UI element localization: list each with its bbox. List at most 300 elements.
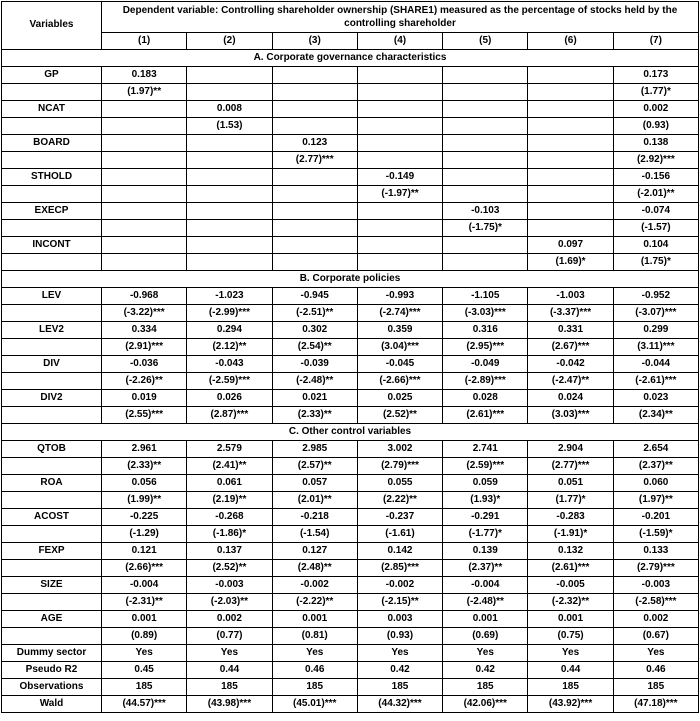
tstat-cell: (2.52)** — [187, 560, 272, 577]
footer-value-cell: 0.45 — [102, 662, 187, 679]
coefficient-cell: 0.299 — [613, 322, 698, 339]
variable-label: STHOLD — [2, 169, 102, 186]
variable-label: BOARD — [2, 135, 102, 152]
variable-label-empty — [2, 560, 102, 577]
tstat-cell: (-2.15)** — [357, 594, 442, 611]
coefficient-cell: -0.952 — [613, 288, 698, 305]
coefficient-cell — [272, 203, 357, 220]
variable-label: LEV2 — [2, 322, 102, 339]
tstat-cell — [102, 152, 187, 169]
coefficient-cell: 0.003 — [357, 611, 442, 628]
tstat-row — [2, 339, 699, 356]
footer-value-cell: 0.44 — [187, 662, 272, 679]
footer-label: Dummy sector — [2, 645, 102, 662]
coefficient-cell: 0.001 — [443, 611, 528, 628]
model-column-header: (7) — [613, 33, 698, 50]
tstat-cell: (-2.61)*** — [613, 373, 698, 390]
coefficient-cell — [187, 203, 272, 220]
tstat-cell: (2.01)** — [272, 492, 357, 509]
model-column-header: (3) — [272, 33, 357, 50]
coefficient-cell: -1.105 — [443, 288, 528, 305]
footer-value-cell: 0.42 — [357, 662, 442, 679]
coefficient-row — [2, 288, 699, 305]
variable-label-empty — [2, 373, 102, 390]
tstat-cell: (3.04)*** — [357, 339, 442, 356]
footer-value-cell: 0.42 — [443, 662, 528, 679]
tstat-cell: (-2.22)** — [272, 594, 357, 611]
tstat-cell: (-2.48)** — [272, 373, 357, 390]
coefficient-cell — [528, 67, 613, 84]
variable-label: GP — [2, 67, 102, 84]
tstat-cell — [187, 84, 272, 101]
section-header-row — [2, 50, 699, 67]
coefficient-cell: 2.654 — [613, 441, 698, 458]
footer-value-cell: 0.46 — [613, 662, 698, 679]
tstat-cell: (2.87)*** — [187, 407, 272, 424]
coefficient-cell: 0.051 — [528, 475, 613, 492]
coefficient-cell: -0.993 — [357, 288, 442, 305]
coefficient-cell: 0.023 — [613, 390, 698, 407]
coefficient-cell: 0.123 — [272, 135, 357, 152]
tstat-cell: (2.33)** — [272, 407, 357, 424]
table-body — [2, 50, 699, 713]
model-column-header: (2) — [187, 33, 272, 50]
tstat-cell: (-1.59)* — [613, 526, 698, 543]
coefficient-cell: 0.021 — [272, 390, 357, 407]
tstat-cell — [528, 118, 613, 135]
coefficient-row — [2, 390, 699, 407]
footer-label: Pseudo R2 — [2, 662, 102, 679]
tstat-cell: (0.93) — [613, 118, 698, 135]
coefficient-cell: -0.002 — [272, 577, 357, 594]
variable-label-empty — [2, 628, 102, 645]
coefficient-row — [2, 101, 699, 118]
coefficient-cell — [187, 67, 272, 84]
coefficient-cell: -0.283 — [528, 509, 613, 526]
coefficient-cell: -0.218 — [272, 509, 357, 526]
tstat-cell: (-2.01)** — [613, 186, 698, 203]
footer-value-cell: Yes — [613, 645, 698, 662]
footer-value-cell: 185 — [187, 679, 272, 696]
footer-value-cell: (47.18)*** — [613, 696, 698, 713]
coefficient-cell: -0.042 — [528, 356, 613, 373]
coefficient-cell: 0.061 — [187, 475, 272, 492]
tstat-cell: (0.75) — [528, 628, 613, 645]
tstat-cell: (-2.89)*** — [443, 373, 528, 390]
footer-value-cell: Yes — [357, 645, 442, 662]
tstat-cell — [357, 220, 442, 237]
coefficient-row — [2, 169, 699, 186]
tstat-cell: (0.67) — [613, 628, 698, 645]
tstat-cell: (-3.07)*** — [613, 305, 698, 322]
coefficient-cell: 0.024 — [528, 390, 613, 407]
tstat-cell: (2.67)*** — [528, 339, 613, 356]
tstat-cell — [357, 118, 442, 135]
tstat-cell: (2.54)** — [272, 339, 357, 356]
coefficient-cell — [187, 237, 272, 254]
tstat-cell: (2.59)*** — [443, 458, 528, 475]
tstat-cell: (1.77)* — [613, 84, 698, 101]
coefficient-cell: -0.049 — [443, 356, 528, 373]
model-column-header: (6) — [528, 33, 613, 50]
tstat-cell: (2.79)*** — [613, 560, 698, 577]
tstat-cell — [528, 220, 613, 237]
tstat-cell: (1.97)** — [102, 84, 187, 101]
section-title: A. Corporate governance characteristics — [2, 50, 699, 67]
coefficient-cell: 0.008 — [187, 101, 272, 118]
coefficient-cell — [102, 135, 187, 152]
dependent-variable-note: Dependent variable: Controlling shareholder ownership (SHARE1) measured as the percentage of stocks held by the controlling shareholder — [102, 2, 699, 33]
tstat-cell: (2.37)** — [613, 458, 698, 475]
coefficient-cell: -0.149 — [357, 169, 442, 186]
footer-label: Observations — [2, 679, 102, 696]
footer-value-cell: 185 — [528, 679, 613, 696]
footer-value-cell: (44.57)*** — [102, 696, 187, 713]
footer-row — [2, 679, 699, 696]
tstat-cell — [272, 186, 357, 203]
tstat-row — [2, 594, 699, 611]
tstat-cell — [187, 152, 272, 169]
coefficient-cell: -0.044 — [613, 356, 698, 373]
tstat-cell: (1.99)** — [102, 492, 187, 509]
tstat-cell: (2.41)** — [187, 458, 272, 475]
tstat-cell: (2.85)*** — [357, 560, 442, 577]
tstat-cell: (2.33)** — [102, 458, 187, 475]
tstat-cell: (-1.91)* — [528, 526, 613, 543]
coefficient-cell: 0.359 — [357, 322, 442, 339]
model-column-header: (5) — [443, 33, 528, 50]
coefficient-cell: -0.074 — [613, 203, 698, 220]
coefficient-cell — [272, 169, 357, 186]
tstat-row — [2, 220, 699, 237]
coefficient-cell: -0.291 — [443, 509, 528, 526]
coefficient-cell — [102, 237, 187, 254]
coefficient-cell — [102, 203, 187, 220]
coefficient-cell — [102, 169, 187, 186]
coefficient-row — [2, 441, 699, 458]
tstat-row — [2, 373, 699, 390]
coefficient-cell: -1.023 — [187, 288, 272, 305]
tstat-cell: (2.77)*** — [272, 152, 357, 169]
tstat-cell — [443, 84, 528, 101]
coefficient-cell: 0.138 — [613, 135, 698, 152]
footer-value-cell: Yes — [443, 645, 528, 662]
tstat-cell: (3.03)*** — [528, 407, 613, 424]
tstat-cell: (0.69) — [443, 628, 528, 645]
coefficient-cell: -0.103 — [443, 203, 528, 220]
footer-value-cell: Yes — [187, 645, 272, 662]
coefficient-cell: 0.121 — [102, 543, 187, 560]
variable-label: AGE — [2, 611, 102, 628]
tstat-cell: (1.53) — [187, 118, 272, 135]
footer-value-cell: (44.32)*** — [357, 696, 442, 713]
variable-label: NCAT — [2, 101, 102, 118]
tstat-cell — [272, 118, 357, 135]
tstat-cell — [272, 220, 357, 237]
tstat-cell — [102, 186, 187, 203]
variable-label-empty — [2, 84, 102, 101]
tstat-row — [2, 305, 699, 322]
footer-row — [2, 662, 699, 679]
tstat-cell — [357, 254, 442, 271]
tstat-cell: (0.81) — [272, 628, 357, 645]
footer-value-cell: Yes — [272, 645, 357, 662]
coefficient-cell: -0.004 — [443, 577, 528, 594]
coefficient-cell: -0.237 — [357, 509, 442, 526]
coefficient-cell: -0.004 — [102, 577, 187, 594]
coefficient-cell — [357, 135, 442, 152]
footer-value-cell: Yes — [528, 645, 613, 662]
tstat-row — [2, 492, 699, 509]
tstat-cell: (3.11)*** — [613, 339, 698, 356]
tstat-cell: (1.75)* — [613, 254, 698, 271]
coefficient-cell: 0.316 — [443, 322, 528, 339]
coefficient-cell — [272, 67, 357, 84]
coefficient-cell — [528, 135, 613, 152]
coefficient-cell: -0.003 — [187, 577, 272, 594]
tstat-row — [2, 186, 699, 203]
coefficient-cell: 0.025 — [357, 390, 442, 407]
coefficient-cell: 0.002 — [187, 611, 272, 628]
variable-label-empty — [2, 305, 102, 322]
coefficient-cell: 2.904 — [528, 441, 613, 458]
coefficient-cell: 0.002 — [613, 101, 698, 118]
tstat-cell: (2.92)*** — [613, 152, 698, 169]
coefficient-cell: 0.334 — [102, 322, 187, 339]
tstat-cell: (2.57)** — [272, 458, 357, 475]
footer-value-cell: Yes — [102, 645, 187, 662]
coefficient-cell: -0.039 — [272, 356, 357, 373]
tstat-cell: (-2.58)*** — [613, 594, 698, 611]
coefficient-cell: 2.985 — [272, 441, 357, 458]
footer-value-cell: (45.01)*** — [272, 696, 357, 713]
tstat-cell: (-1.29) — [102, 526, 187, 543]
tstat-cell: (-2.32)** — [528, 594, 613, 611]
coefficient-cell: -0.036 — [102, 356, 187, 373]
tstat-cell: (1.93)* — [443, 492, 528, 509]
coefficient-row — [2, 135, 699, 152]
coefficient-cell — [443, 67, 528, 84]
coefficient-cell: -0.945 — [272, 288, 357, 305]
coefficient-cell: 3.002 — [357, 441, 442, 458]
tstat-cell — [187, 220, 272, 237]
coefficient-cell: 0.302 — [272, 322, 357, 339]
tstat-cell: (2.95)*** — [443, 339, 528, 356]
variable-label-empty — [2, 458, 102, 475]
tstat-cell: (2.48)** — [272, 560, 357, 577]
tstat-cell: (-1.97)** — [357, 186, 442, 203]
tstat-cell — [102, 118, 187, 135]
tstat-cell: (-2.03)** — [187, 594, 272, 611]
tstat-cell: (2.61)*** — [528, 560, 613, 577]
header-row-model-numbers — [2, 33, 699, 50]
coefficient-cell: 0.097 — [528, 237, 613, 254]
footer-value-cell: (43.98)*** — [187, 696, 272, 713]
tstat-cell — [272, 84, 357, 101]
coefficient-row — [2, 322, 699, 339]
footer-row — [2, 645, 699, 662]
tstat-cell: (-1.57) — [613, 220, 698, 237]
coefficient-cell: 0.056 — [102, 475, 187, 492]
tstat-cell: (1.97)** — [613, 492, 698, 509]
tstat-cell — [357, 84, 442, 101]
tstat-cell: (-2.66)*** — [357, 373, 442, 390]
variable-label: LEV — [2, 288, 102, 305]
section-header-row — [2, 424, 699, 441]
coefficient-cell: 2.579 — [187, 441, 272, 458]
coefficient-cell: 0.001 — [102, 611, 187, 628]
coefficient-row — [2, 543, 699, 560]
tstat-cell: (2.37)** — [443, 560, 528, 577]
variable-label: QTOB — [2, 441, 102, 458]
tstat-cell: (-1.75)* — [443, 220, 528, 237]
coefficient-cell — [357, 203, 442, 220]
tstat-cell: (-2.48)** — [443, 594, 528, 611]
coefficient-cell — [357, 237, 442, 254]
footer-row — [2, 696, 699, 713]
coefficient-cell: -0.002 — [357, 577, 442, 594]
coefficient-cell: 0.028 — [443, 390, 528, 407]
tstat-row — [2, 526, 699, 543]
tstat-cell — [357, 152, 442, 169]
tstat-row — [2, 152, 699, 169]
footer-value-cell: 0.44 — [528, 662, 613, 679]
tstat-cell — [443, 118, 528, 135]
coefficient-cell: 0.331 — [528, 322, 613, 339]
footer-label: Wald — [2, 696, 102, 713]
coefficient-cell: 0.002 — [613, 611, 698, 628]
tstat-cell — [187, 186, 272, 203]
coefficient-row — [2, 237, 699, 254]
coefficient-cell — [272, 237, 357, 254]
footer-value-cell: 185 — [272, 679, 357, 696]
coefficient-cell: -0.005 — [528, 577, 613, 594]
coefficient-cell: -0.156 — [613, 169, 698, 186]
coefficient-cell: 0.019 — [102, 390, 187, 407]
coefficient-cell — [272, 101, 357, 118]
tstat-cell — [443, 152, 528, 169]
coefficient-cell — [102, 101, 187, 118]
footer-value-cell: 185 — [443, 679, 528, 696]
coefficient-cell: 0.055 — [357, 475, 442, 492]
coefficient-cell — [528, 203, 613, 220]
coefficient-cell: -0.043 — [187, 356, 272, 373]
coefficient-row — [2, 67, 699, 84]
coefficient-cell: 0.059 — [443, 475, 528, 492]
tstat-cell — [443, 186, 528, 203]
tstat-cell: (-2.59)*** — [187, 373, 272, 390]
coefficient-cell — [528, 101, 613, 118]
variable-label: FEXP — [2, 543, 102, 560]
tstat-cell: (2.52)** — [357, 407, 442, 424]
tstat-cell: (-1.77)* — [443, 526, 528, 543]
coefficient-cell — [443, 135, 528, 152]
coefficient-cell: 0.104 — [613, 237, 698, 254]
tstat-cell — [102, 220, 187, 237]
tstat-row — [2, 407, 699, 424]
variables-header: Variables — [2, 2, 102, 50]
tstat-row — [2, 560, 699, 577]
coefficient-cell: 0.057 — [272, 475, 357, 492]
coefficient-row — [2, 611, 699, 628]
coefficient-cell: -0.225 — [102, 509, 187, 526]
coefficient-cell — [187, 135, 272, 152]
coefficient-cell: 0.060 — [613, 475, 698, 492]
tstat-cell — [528, 84, 613, 101]
tstat-cell: (-2.99)*** — [187, 305, 272, 322]
coefficient-cell — [187, 169, 272, 186]
tstat-cell: (2.66)*** — [102, 560, 187, 577]
footer-value-cell: 185 — [102, 679, 187, 696]
coefficient-row — [2, 356, 699, 373]
variable-label-empty — [2, 339, 102, 356]
coefficient-cell — [443, 169, 528, 186]
tstat-cell — [187, 254, 272, 271]
tstat-cell: (2.19)** — [187, 492, 272, 509]
coefficient-cell: 0.139 — [443, 543, 528, 560]
tstat-cell — [102, 254, 187, 271]
header-row-dependent-note — [2, 2, 699, 33]
variable-label-empty — [2, 492, 102, 509]
tstat-cell — [528, 186, 613, 203]
tstat-cell: (0.89) — [102, 628, 187, 645]
tstat-cell: (-1.61) — [357, 526, 442, 543]
coefficient-cell: -0.201 — [613, 509, 698, 526]
tstat-row — [2, 254, 699, 271]
coefficient-cell: 0.001 — [272, 611, 357, 628]
footer-value-cell: (42.06)*** — [443, 696, 528, 713]
footer-value-cell: (43.92)*** — [528, 696, 613, 713]
tstat-cell: (2.34)** — [613, 407, 698, 424]
tstat-cell: (2.55)*** — [102, 407, 187, 424]
variable-label-empty — [2, 407, 102, 424]
model-column-header: (4) — [357, 33, 442, 50]
tstat-cell: (2.79)*** — [357, 458, 442, 475]
coefficient-cell: 0.137 — [187, 543, 272, 560]
variable-label: DIV2 — [2, 390, 102, 407]
coefficient-cell — [443, 237, 528, 254]
variable-label: INCONT — [2, 237, 102, 254]
variable-label: DIV — [2, 356, 102, 373]
variable-label-empty — [2, 526, 102, 543]
variable-label-empty — [2, 220, 102, 237]
coefficient-cell: 0.133 — [613, 543, 698, 560]
coefficient-cell: -0.268 — [187, 509, 272, 526]
footer-value-cell: 185 — [357, 679, 442, 696]
variable-label-empty — [2, 152, 102, 169]
tstat-cell: (-2.51)** — [272, 305, 357, 322]
coefficient-cell: -0.968 — [102, 288, 187, 305]
coefficient-row — [2, 475, 699, 492]
tstat-cell: (2.22)** — [357, 492, 442, 509]
section-title: B. Corporate policies — [2, 271, 699, 288]
coefficient-cell: 0.001 — [528, 611, 613, 628]
coefficient-cell — [528, 169, 613, 186]
coefficient-cell: 2.961 — [102, 441, 187, 458]
coefficient-cell: 0.173 — [613, 67, 698, 84]
tstat-row — [2, 458, 699, 475]
section-header-row — [2, 271, 699, 288]
tstat-cell: (-3.37)*** — [528, 305, 613, 322]
tstat-cell — [272, 254, 357, 271]
tstat-cell: (-3.03)*** — [443, 305, 528, 322]
regression-table — [1, 1, 699, 713]
coefficient-cell: -0.045 — [357, 356, 442, 373]
tstat-cell: (0.77) — [187, 628, 272, 645]
coefficient-cell: 0.026 — [187, 390, 272, 407]
tstat-cell: (-3.22)*** — [102, 305, 187, 322]
tstat-row — [2, 628, 699, 645]
